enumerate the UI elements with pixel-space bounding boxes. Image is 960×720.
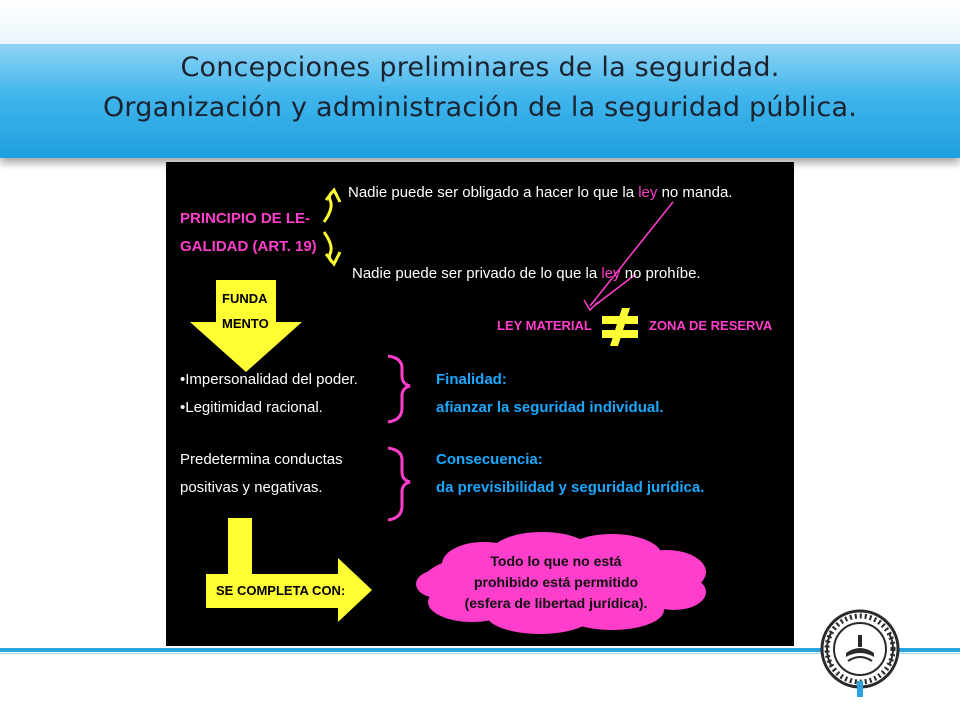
fork-arrow-down-head [326, 252, 340, 264]
predetermina-line-1: Predetermina conductas [180, 451, 343, 468]
statement-1 [348, 184, 732, 201]
consecuencia-text: da previsibilidad y seguridad jurídica. [436, 479, 705, 496]
cloud-text [456, 551, 656, 614]
statement-2-post: no prohíbe. [620, 265, 701, 282]
fundamento-label-2: MENTO [222, 316, 269, 331]
statement-1-key: ley [638, 184, 658, 201]
statement-2-pre: Nadie puede ser privado de lo que la [352, 265, 602, 282]
statement-1-pre: Nadie puede ser obligado a hacer lo que la [348, 184, 639, 201]
brace-2 [388, 448, 410, 520]
title-line-2: Organización y administración de la seguridad pública. [102, 92, 858, 123]
fundamento-label-1: FUNDA [222, 291, 268, 306]
ley-material-label: LEY MATERIAL [497, 318, 592, 333]
zona-reserva-label: ZONA DE RESERVA [649, 318, 773, 333]
principle-line-1: PRINCIPIO DE LE- [180, 210, 311, 227]
finalidad-label: Finalidad: [436, 371, 507, 388]
brace-1 [388, 356, 410, 422]
consecuencia-label: Consecuencia: [436, 451, 543, 468]
principle-line-2: GALIDAD (ART. 19) [180, 238, 317, 255]
predetermina-line-2: positivas y negativas. [180, 479, 323, 496]
statement-2 [352, 265, 701, 282]
cloud-line-1: Todo lo que no está [490, 553, 622, 569]
completa-arrow [206, 518, 372, 622]
bullet-legitimidad: •Legitimidad racional. [180, 399, 323, 416]
statement-2-key: ley [601, 265, 621, 282]
bullet-impersonalidad: •Impersonalidad del poder. [180, 371, 358, 388]
header-top-band [0, 0, 960, 44]
completa-label: SE COMPLETA CON: [216, 583, 346, 598]
cloud-line-3: (esfera de libertad jurídica). [464, 595, 648, 611]
institute-seal-icon [813, 605, 907, 699]
cloud-line-2: prohibido está permitido [473, 574, 639, 590]
finalidad-text: afianzar la seguridad individual. [436, 399, 664, 416]
pink-arrow-1 [590, 202, 673, 306]
fork-arrow-up-head [326, 190, 340, 202]
slide-title [0, 48, 960, 128]
diagram-panel [166, 162, 794, 646]
statement-1-post: no manda. [657, 184, 733, 201]
not-equal-slash [610, 308, 630, 346]
title-line-1: Concepciones preliminares de la seguridad. [180, 52, 780, 83]
